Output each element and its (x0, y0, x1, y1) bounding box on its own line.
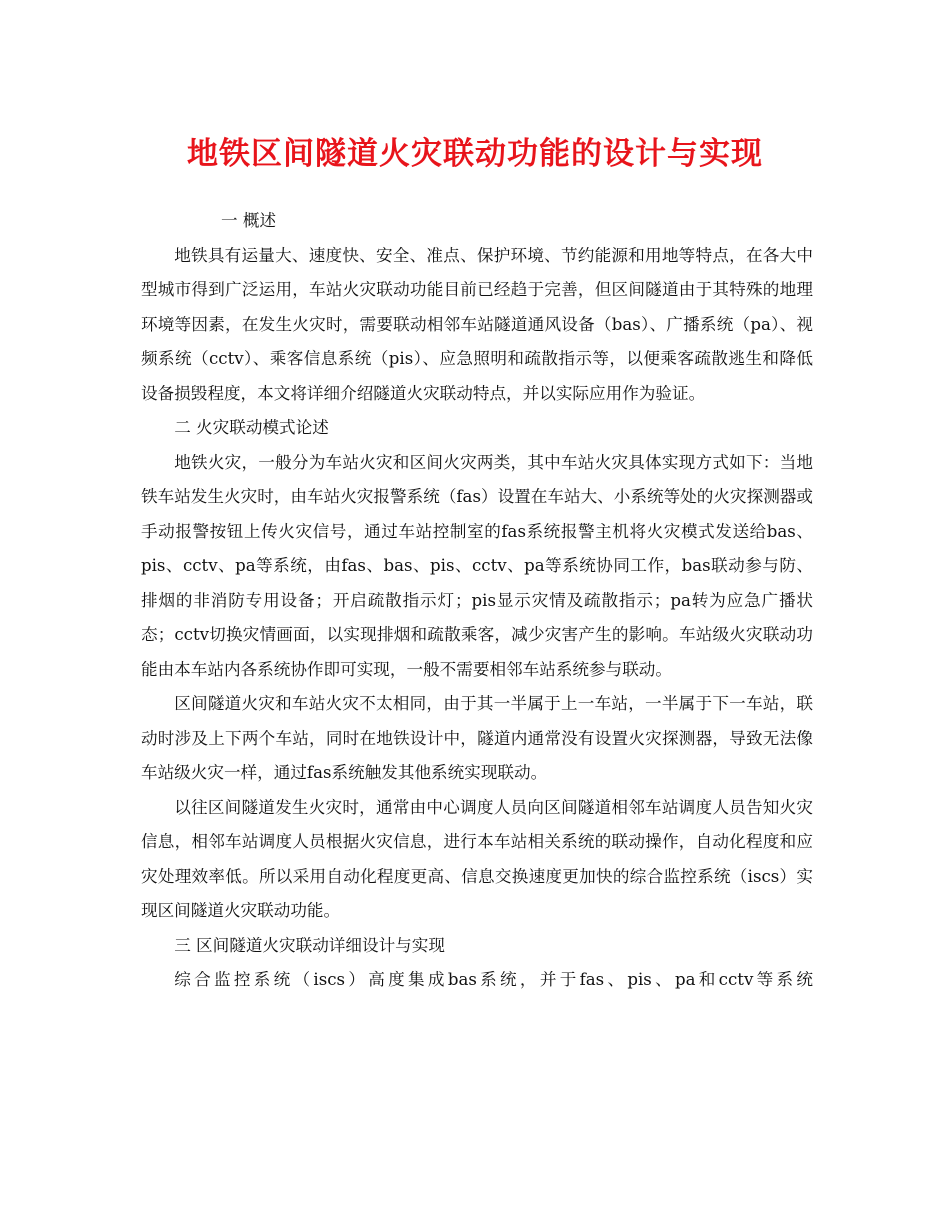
document-title: 地铁区间隧道火灾联动功能的设计与实现 (187, 136, 763, 172)
paragraph: 地铁具有运量大、速度快、安全、准点、保护环境、节约能源和用地等特点，在各大中型城市得到广泛运用，车站火灾联动功能目前已经趋于完善，但区间隧道由于其特殊的地理环境等因素，在发生火灾时，需要联动相邻车站隧道通风设备（bas）、广播系统（pa）、视频系统（cctv）、乘客信息系统（pis）、应急照明和疏散指示等，以便乘客疏散逃生和降低设备损毁程度，本文将详细介绍隧道火灾联动特点，并以实际应用作为验证。 (141, 245, 813, 403)
section-heading-design: 三 区间隧道火灾联动详细设计与实现 (174, 935, 445, 955)
document-body (141, 204, 813, 998)
section-heading-fire-linkage-mode: 二 火灾联动模式论述 (174, 418, 329, 437)
paragraph: 地铁火灾，一般分为车站火灾和区间火灾两类，其中车站火灾具体实现方式如下：当地铁车站发生火灾时，由车站火灾报警系统（fas）设置在车站大、小系统等处的火灾探测器或手动报警按钮上传火灾信号，通过车站控制室的fas系统报警主机将火灾模式发送给bas、pis、cctv、pa等系统，由fas、bas、pis、cctv、pa等系统协同工作，bas联动参与防、排烟的非消防专用设备；开启疏散指示灯；pis显示灾情及疏散指示；pa转为应急广播状态；cctv切换灾情画面，以实现排烟和疏散乘客，减少灾害产生的影响。车站级火灾联动功能由本车站内各系统协作即可实现，一般不需要相邻车站系统参与联动。 (141, 452, 813, 679)
paragraph: 以往区间隧道发生火灾时，通常由中心调度人员向区间隧道相邻车站调度人员告知火灾信息，相邻车站调度人员根据火灾信息，进行本车站相关系统的联动操作，自动化程度和应灾处理效率低。所以采用自动化程度更高、信息交换速度更加快的综合监控系统（iscs）实现区间隧道火灾联动功能。 (141, 797, 813, 920)
section-heading-overview: 一 概述 (221, 211, 277, 230)
paragraph: 综合监控系统（iscs）高度集成bas系统，并于fas、pis、pa和cctv等系统 (174, 970, 813, 989)
paragraph: 区间隧道火灾和车站火灾不太相同，由于其一半属于上一车站，一半属于下一车站，联动时涉及上下两个车站，同时在地铁设计中，隧道内通常没有设置火灾探测器，导致无法像车站级火灾一样，通过fas系统触发其他系统实现联动。 (141, 694, 813, 782)
